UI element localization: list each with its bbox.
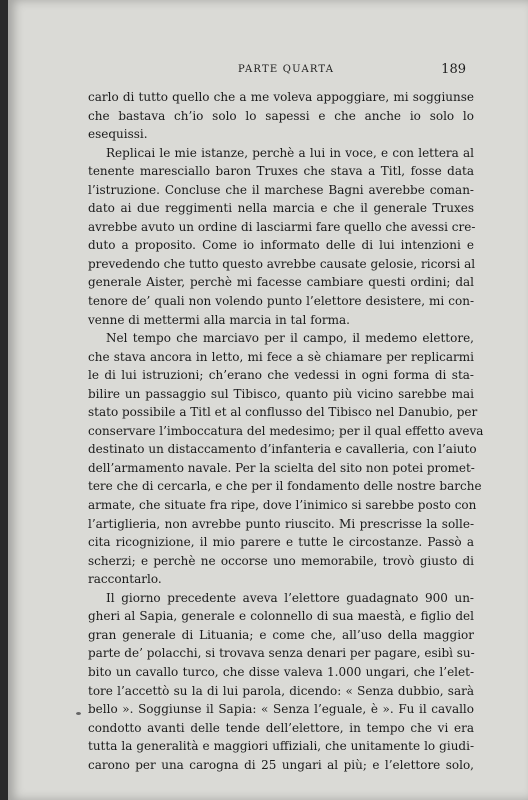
- text-line: scherzi; e perchè ne occorse uno memorabile, trovò giusto di: [88, 553, 474, 568]
- body-text: [88, 88, 484, 774]
- text-line: duto a proposito. Come io informato delle di lui intenzioni e: [88, 238, 474, 253]
- text-line: conservare l’imboccatura del medesimo; per il qual effetto aveva: [88, 423, 484, 438]
- text-line: condotto avanti delle tende dell’elettore, in tempo che vi era: [88, 720, 474, 735]
- paragraph-2: [88, 144, 474, 329]
- text-line: dato ai due reggimenti nella marcia e che il generale Truxes: [88, 201, 474, 216]
- text-line: cita ricognizione, il mio parere e tutte le circostanze. Passò a: [88, 535, 474, 550]
- text-line: raccontarlo.: [88, 572, 162, 587]
- paragraph-1: [88, 88, 474, 144]
- text-line: generale Aister, perchè mi facesse cambiare questi ordini; dal: [88, 275, 474, 290]
- text-line: tenore de’ quali non volendo punto l’elettore desistere, mi con-: [88, 294, 474, 309]
- text-line: carlo di tutto quello che a me voleva appoggiare, mi soggiunse: [88, 90, 474, 104]
- text-line: tore l’accettò su la di lui parola, dicendo: « Senza dubbio, sarà: [88, 683, 474, 698]
- text-line: Il giorno precedente aveva l’elettore guadagnato 900 un-: [106, 590, 474, 605]
- text-line: gheri al Sapia, generale e colonnello di sua maestà, e figlio del: [88, 609, 474, 624]
- text-line: che bastava ch’io solo lo sapessi e che anche io solo lo: [88, 108, 474, 123]
- text-line: Replicai le mie istanze, perchè a lui in voce, e con lettera al: [106, 145, 474, 160]
- text-line: che stava ancora in letto, mi fece a sè chiamare per replicarmi: [88, 349, 474, 364]
- text-line: tutta la generalità e maggiori uffiziali, che unitamente lo giudi-: [88, 739, 474, 754]
- text-line: le di lui istruzioni; ch’erano che vedessi in ogni forma di sta-: [88, 368, 474, 383]
- text-line: gran generale di Lituania; e come che, all’uso della maggior: [88, 627, 474, 642]
- text-line: dell’armamento navale. Per la scielta del sito non potei promet-: [88, 460, 475, 475]
- text-line: l’istruzione. Concluse che il marchese Bagni averebbe coman-: [88, 182, 474, 197]
- text-line: Nel tempo che marciavo per il campo, il medemo elettore,: [106, 331, 474, 346]
- text-line: bilire un passaggio sul Tibisco, quanto più vicino sarebbe mai: [88, 386, 474, 401]
- paragraph-4: [88, 589, 474, 774]
- book-page: [8, 0, 528, 800]
- text-line: bello ». Soggiunse il Sapia: « Senza l’eguale, è ». Fu il cavallo: [88, 702, 474, 717]
- text-line: prevedendo che tutto questo avrebbe causate gelosie, ricorsi al: [88, 256, 476, 271]
- text-line: tere che di cercarla, e che per il fondamento delle nostre barche: [88, 479, 482, 494]
- page-number: 189: [441, 62, 466, 77]
- text-line: avrebbe avuto un ordine di lasciarmi fare quello che avessi cre-: [88, 219, 476, 234]
- text-line: l’artiglieria, non avrebbe punto riuscito. Mi prescrisse la solle-: [88, 516, 474, 531]
- text-line: parte de’ polacchi, si trovava senza denari per pagare, esibì su-: [88, 646, 475, 661]
- running-header: [88, 62, 466, 78]
- text-line: stato possibile a Titl et al conflusso del Tibisco nel Danubio, per: [88, 405, 478, 420]
- text-line: bito un cavallo turco, che disse valeva 1.000 ungari, che l’elet-: [88, 664, 474, 679]
- text-line: destinato un distaccamento d’infanteria e cavalleria, con l’aiuto: [88, 442, 477, 457]
- text-line: tenente maresciallo baron Truxes che stava a Titl, fosse data: [88, 164, 474, 179]
- paragraph-3: [88, 329, 484, 589]
- running-title: PARTE QUARTA: [238, 64, 335, 75]
- text-line: venne di mettermi alla marcia in tal forma.: [88, 312, 350, 327]
- text-line: armate, che situate fra ripe, dove l’inimico si sarebbe posto con: [88, 498, 477, 513]
- text-line: esequissi.: [88, 127, 148, 142]
- paper-speck: [76, 712, 81, 715]
- text-line: carono per una carogna di 25 ungari al più; e l’elettore solo,: [88, 757, 474, 772]
